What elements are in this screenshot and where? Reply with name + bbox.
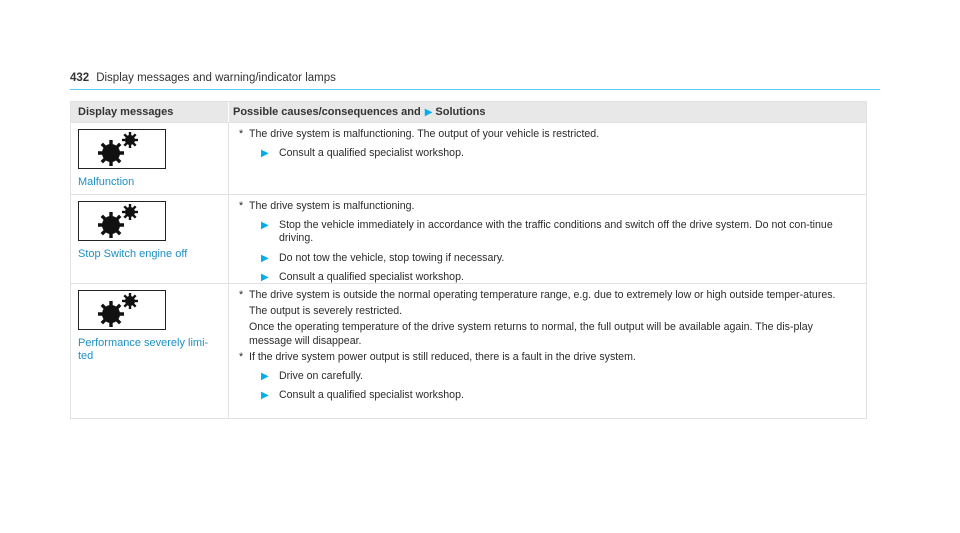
solution-item xyxy=(239,147,852,160)
solution-text: Consult a qualified specialist workshop. xyxy=(279,147,464,160)
cause-text: The drive system is outside the normal operating temperature range, e.g. due to extremely low or high outside temper-atures. xyxy=(249,289,836,301)
table-row xyxy=(71,194,866,283)
column-header-display-messages: Display messages xyxy=(71,102,229,122)
display-message-label: Malfunction xyxy=(78,176,135,188)
table-header xyxy=(71,102,866,122)
cause-item: * The drive system is malfunctioning. xyxy=(239,200,415,212)
cause-item: * The drive system is malfunctioning. The output of your vehicle is restricted. xyxy=(239,128,600,140)
display-message-label: Performance severely limi-ted xyxy=(78,337,209,362)
arrow-right-icon: ▶ xyxy=(261,220,269,232)
cause-text: The drive system is malfunctioning. The output of your vehicle is restricted. xyxy=(249,128,600,140)
page-title: Display messages and warning/indicator lamps xyxy=(96,72,336,84)
solution-text: Do not tow the vehicle, stop towing if necessary. xyxy=(279,251,505,264)
table-row xyxy=(71,283,866,418)
column-header-solutions-label: Solutions xyxy=(435,106,486,118)
solution-text: Consult a qualified specialist workshop. xyxy=(279,270,464,283)
arrow-right-icon: ▶ xyxy=(261,271,269,283)
page-header xyxy=(70,72,336,84)
solution-item xyxy=(239,219,852,245)
display-message-cell xyxy=(71,123,229,194)
column-header-causes xyxy=(229,102,866,122)
cause-text: If the drive system power output is still reduced, there is a fault in the drive system. xyxy=(249,350,636,363)
display-message-label: Stop Switch engine off xyxy=(78,248,188,260)
table-row xyxy=(71,122,866,194)
solution-text: Consult a qualified specialist workshop. xyxy=(279,389,464,402)
header-divider xyxy=(70,89,880,90)
causes-cell xyxy=(229,195,866,283)
causes-cell xyxy=(229,284,866,418)
solution-item xyxy=(239,389,852,402)
solution-item xyxy=(239,370,852,383)
causes-cell xyxy=(229,123,866,194)
arrow-right-icon: ▶ xyxy=(261,148,269,160)
solution-item xyxy=(239,271,852,284)
cause-note: Once the operating temperature of the drive system returns to normal, the full output will be available again. The dis-play message will disappear. xyxy=(249,321,813,347)
column-header-causes-label: Possible causes/consequences and xyxy=(233,106,421,118)
page-number: 432 xyxy=(70,72,90,84)
cause-item: * If the drive system power output is still reduced, there is a fault in the drive system. xyxy=(239,350,636,363)
solution-text: Stop the vehicle immediately in accordance with the traffic conditions and switch off the drive system. Do not con-tinue driving. xyxy=(279,219,833,245)
arrow-right-icon: ▶ xyxy=(261,252,269,264)
cause-item: * The drive system is outside the normal operating temperature range, e.g. due to extremely low or high outside temper-atures. xyxy=(239,289,836,301)
display-messages-table xyxy=(70,101,867,419)
drive-system-gears-icon xyxy=(78,201,166,241)
drive-system-gears-icon xyxy=(78,129,166,169)
cause-text: The drive system is malfunctioning. xyxy=(249,200,415,212)
solution-text: Drive on carefully. xyxy=(279,370,363,383)
display-message-cell xyxy=(71,195,229,283)
drive-system-gears-icon xyxy=(78,290,166,330)
cause-note: The output is severely restricted. xyxy=(249,305,403,318)
display-message-cell xyxy=(71,284,229,418)
arrow-right-icon: ▶ xyxy=(424,106,433,118)
arrow-right-icon: ▶ xyxy=(261,390,269,402)
solution-item xyxy=(239,252,852,265)
arrow-right-icon: ▶ xyxy=(261,371,269,383)
